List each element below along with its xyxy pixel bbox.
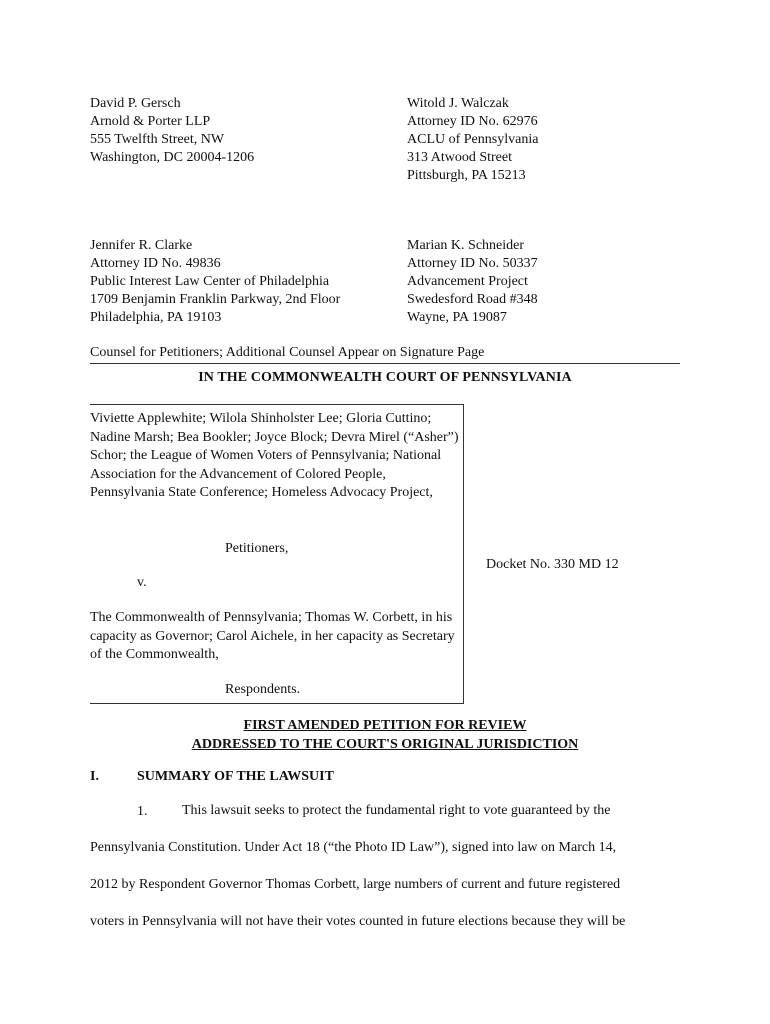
caption-petitioners: Viviette Applewhite; Wilola Shinholster Lee; Gloria Cuttino; Nadine Marsh; Bea Bookler; Joyce Block; Devra Mirel (“Asher”) Schor; the League of Women Voters of Pennsylvania; National Association for the Advancement of Colored People, Pennsylvania State Conference; Homeless Advocacy Project, [90,411,459,501]
docket-number: Docket No. 330 MD 12 [486,557,619,572]
petitioners-label: Petitioners, [225,541,289,556]
counsel-block-gersch [90,95,254,167]
versus-label: v. [137,575,147,590]
counsel-line: 1709 Benjamin Franklin Parkway, 2nd Floor [90,292,341,307]
counsel-line: Swedesford Road #348 [407,292,538,307]
caption-bottom-rule [90,703,464,704]
counsel-line: ACLU of Pennsylvania [407,132,539,147]
counsel-line: Attorney ID No. 49836 [90,256,221,271]
counsel-block-walczak [407,95,538,185]
counsel-block-schneider [407,237,538,327]
counsel-line: Jennifer R. Clarke [90,238,193,253]
counsel-divider [90,363,680,364]
paragraph-number: 1. [137,804,148,819]
caption-top-rule [90,404,464,405]
counsel-line: Philadelphia, PA 19103 [90,310,222,325]
counsel-line: Pittsburgh, PA 15213 [407,168,526,183]
counsel-line: David P. Gersch [90,96,181,111]
counsel-line: 313 Atwood Street [407,150,512,165]
counsel-line: Witold J. Walczak [407,96,509,111]
counsel-line: Attorney ID No. 50337 [407,256,538,271]
counsel-line: Washington, DC 20004-1206 [90,150,255,165]
counsel-line: Public Interest Law Center of Philadelphia [90,274,330,289]
paragraph-line: This lawsuit seeks to protect the fundamental right to vote guaranteed by the [182,803,611,818]
paragraph-line: voters in Pennsylvania will not have their votes counted in future elections because they will be [90,914,626,929]
paragraph-line: 2012 by Respondent Governor Thomas Corbett, large numbers of current and future registered [90,877,621,892]
counsel-line: Attorney ID No. 62976 [407,114,538,129]
caption-vertical-rule [463,404,464,704]
counsel-line: Marian K. Schneider [407,238,525,253]
respondents-label: Respondents. [225,682,301,697]
section-number: I. [90,769,99,784]
counsel-line: Wayne, PA 19087 [407,310,507,325]
petition-title-line2: ADDRESSED TO THE COURT'S ORIGINAL JURISDICTION [191,737,579,752]
counsel-line: Advancement Project [407,274,528,289]
counsel-line: Arnold & Porter LLP [90,114,211,129]
petition-title-line1: FIRST AMENDED PETITION FOR REVIEW [243,718,527,733]
court-heading: IN THE COMMONWEALTH COURT OF PENNSYLVANIA [198,370,572,385]
counsel-line: 555 Twelfth Street, NW [90,132,225,147]
counsel-block-clarke [90,237,340,327]
counsel-note: Counsel for Petitioners; Additional Counsel Appear on Signature Page [90,345,485,360]
section-heading: SUMMARY OF THE LAWSUIT [137,769,334,784]
caption-respondents: The Commonwealth of Pennsylvania; Thomas W. Corbett, in his capacity as Governor; Carol Aichele, in her capacity as Secretary of the Commonwealth, [90,610,455,663]
paragraph-line: Pennsylvania Constitution. Under Act 18 (“the Photo ID Law”), signed into law on March 14, [90,840,617,855]
